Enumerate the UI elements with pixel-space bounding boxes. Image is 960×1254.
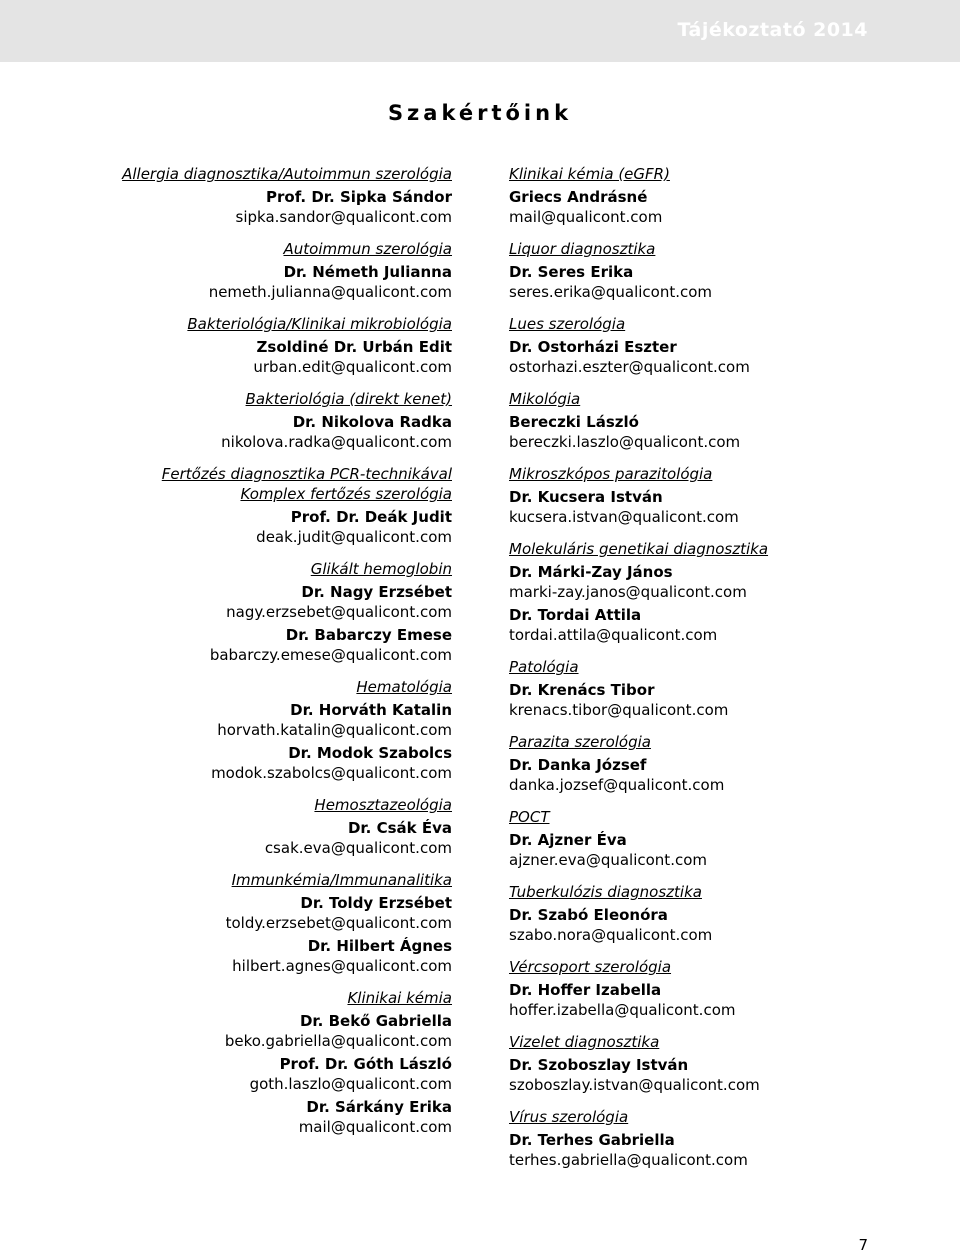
- expert-name: Dr. Toldy Erzsébet: [300, 894, 452, 912]
- expert-section: [509, 314, 929, 377]
- expert-name: Dr. Németh Julianna: [283, 263, 452, 281]
- expert-name: Dr. Márki-Zay János: [509, 563, 673, 581]
- expert-name: Dr. Nagy Erzsébet: [301, 583, 452, 601]
- expert-section: [22, 795, 452, 858]
- expert-section: [22, 239, 452, 302]
- specialty-heading: Mikroszkópos parazitológia: [509, 465, 713, 483]
- expert-entry: [22, 818, 452, 858]
- specialty-heading: Hematológia: [356, 678, 452, 696]
- specialty-heading: Vércsoport szerológia: [509, 958, 672, 976]
- expert-entry: [22, 936, 452, 976]
- expert-email[interactable]: nemeth.julianna@qualicont.com: [208, 283, 452, 301]
- expert-email[interactable]: ajzner.eva@qualicont.com: [509, 851, 707, 869]
- expert-email[interactable]: szoboszlay.istvan@qualicont.com: [509, 1076, 760, 1094]
- expert-section: [509, 239, 929, 302]
- expert-email[interactable]: nagy.erzsebet@qualicont.com: [226, 603, 452, 621]
- expert-email[interactable]: danka.jozsef@qualicont.com: [509, 776, 725, 794]
- expert-entry: [509, 680, 929, 720]
- expert-section: [509, 539, 929, 645]
- expert-name: Griecs Andrásné: [509, 188, 648, 206]
- expert-name: Dr. Szoboszlay István: [509, 1056, 689, 1074]
- expert-email[interactable]: nikolova.radka@qualicont.com: [221, 433, 452, 451]
- expert-section: [509, 1107, 929, 1170]
- expert-section: [509, 164, 929, 227]
- expert-name: Dr. Hilbert Ágnes: [307, 937, 452, 955]
- expert-entry: [509, 1055, 929, 1095]
- expert-section: [509, 957, 929, 1020]
- expert-entry: [509, 187, 929, 227]
- header-bar: [0, 0, 960, 62]
- expert-entry: [509, 980, 929, 1020]
- specialty-heading: Immunkémia/Immunanalitika: [231, 871, 452, 889]
- expert-email[interactable]: modok.szabolcs@qualicont.com: [211, 764, 452, 782]
- expert-entry: [22, 1097, 452, 1137]
- expert-name: Zsoldiné Dr. Urbán Edit: [256, 338, 452, 356]
- specialty-heading: POCT: [509, 808, 550, 826]
- expert-section: [509, 657, 929, 720]
- expert-email[interactable]: mail@qualicont.com: [509, 208, 663, 226]
- expert-email[interactable]: deak.judit@qualicont.com: [256, 528, 452, 546]
- specialty-heading: Bakteriológia (direkt kenet): [245, 390, 452, 408]
- expert-email[interactable]: sipka.sandor@qualicont.com: [235, 208, 452, 226]
- expert-section: [509, 807, 929, 870]
- expert-entry: [509, 412, 929, 452]
- expert-name: Bereczki László: [509, 413, 639, 431]
- expert-entry: [509, 1130, 929, 1170]
- expert-name: Dr. Ajzner Éva: [509, 831, 627, 849]
- expert-email[interactable]: terhes.gabriella@qualicont.com: [509, 1151, 748, 1169]
- header-title: Tájékoztató 2014: [677, 19, 868, 41]
- expert-section: [22, 677, 452, 783]
- expert-name: Dr. Danka József: [509, 756, 647, 774]
- expert-section: [509, 389, 929, 452]
- expert-section: [22, 164, 452, 227]
- specialty-heading: Fertőzés diagnosztika PCR-technikával: [161, 465, 452, 483]
- right-column: [509, 164, 929, 1182]
- specialty-heading: Patológia: [509, 658, 579, 676]
- expert-name: Prof. Dr. Góth László: [279, 1055, 452, 1073]
- expert-entry: [509, 905, 929, 945]
- expert-entry: [22, 412, 452, 452]
- specialty-heading: Bakteriológia/Klinikai mikrobiológia: [187, 315, 452, 333]
- expert-name: Prof. Dr. Deák Judit: [290, 508, 452, 526]
- expert-email[interactable]: krenacs.tibor@qualicont.com: [509, 701, 729, 719]
- specialty-heading: Lues szerológia: [509, 315, 626, 333]
- expert-email[interactable]: seres.erika@qualicont.com: [509, 283, 713, 301]
- expert-name: Dr. Hoffer Izabella: [509, 981, 662, 999]
- expert-email[interactable]: ostorhazi.eszter@qualicont.com: [509, 358, 750, 376]
- specialty-heading: Vírus szerológia: [509, 1108, 629, 1126]
- expert-email[interactable]: urban.edit@qualicont.com: [253, 358, 452, 376]
- expert-entry: [509, 337, 929, 377]
- expert-entry: [22, 187, 452, 227]
- specialty-heading: Klinikai kémia (eGFR): [509, 165, 670, 183]
- expert-entry: [22, 893, 452, 933]
- expert-entry: [509, 830, 929, 870]
- expert-name: Prof. Dr. Sipka Sándor: [266, 188, 452, 206]
- expert-section: [509, 882, 929, 945]
- page-title: Szakértőink: [387, 101, 573, 125]
- expert-email[interactable]: csak.eva@qualicont.com: [264, 839, 452, 857]
- expert-email[interactable]: hilbert.agnes@qualicont.com: [232, 957, 452, 975]
- expert-section: [22, 988, 452, 1137]
- specialty-heading: Allergia diagnosztika/Autoimmun szerológia: [122, 165, 452, 183]
- expert-entry: [22, 1054, 452, 1094]
- specialty-heading: Molekuláris genetikai diagnosztika: [509, 540, 769, 558]
- expert-email[interactable]: marki-zay.janos@qualicont.com: [509, 583, 747, 601]
- expert-name: Dr. Ostorházi Eszter: [509, 338, 677, 356]
- expert-section: [509, 1032, 929, 1095]
- specialty-heading: Autoimmun szerológia: [283, 240, 452, 258]
- expert-section: [22, 464, 452, 547]
- expert-name: Dr. Modok Szabolcs: [288, 744, 452, 762]
- expert-email[interactable]: babarczy.emese@qualicont.com: [209, 646, 452, 664]
- expert-email[interactable]: bereczki.laszlo@qualicont.com: [509, 433, 741, 451]
- expert-email[interactable]: beko.gabriella@qualicont.com: [224, 1032, 452, 1050]
- expert-entry: [22, 337, 452, 377]
- expert-email[interactable]: tordai.attila@qualicont.com: [509, 626, 718, 644]
- expert-entry: [509, 562, 929, 602]
- expert-section: [22, 314, 452, 377]
- expert-entry: [509, 605, 929, 645]
- expert-name: Dr. Bekő Gabriella: [299, 1012, 452, 1030]
- expert-entry: [509, 755, 929, 795]
- expert-entry: [509, 262, 929, 302]
- expert-name: Dr. Krenács Tibor: [509, 681, 655, 699]
- specialty-heading: Liquor diagnosztika: [509, 240, 656, 258]
- expert-section: [22, 870, 452, 976]
- expert-entry: [22, 1011, 452, 1051]
- specialty-heading: Glikált hemoglobin: [310, 560, 452, 578]
- specialty-heading: Klinikai kémia: [347, 989, 452, 1007]
- page-number: 7: [858, 1236, 868, 1254]
- expert-name: Dr. Sárkány Erika: [306, 1098, 452, 1116]
- expert-email[interactable]: goth.laszlo@qualicont.com: [249, 1075, 452, 1093]
- expert-entry: [22, 582, 452, 622]
- expert-name: Dr. Tordai Attila: [509, 606, 642, 624]
- specialty-heading: Tuberkulózis diagnosztika: [509, 883, 702, 901]
- expert-entry: [22, 625, 452, 665]
- specialty-heading: Mikológia: [509, 390, 581, 408]
- expert-name: Dr. Kucsera István: [509, 488, 663, 506]
- expert-email[interactable]: szabo.nora@qualicont.com: [509, 926, 713, 944]
- specialty-heading: Komplex fertőzés szerológia: [240, 485, 452, 503]
- expert-name: Dr. Horváth Katalin: [290, 701, 452, 719]
- expert-section: [22, 559, 452, 665]
- expert-email[interactable]: toldy.erzsebet@qualicont.com: [225, 914, 452, 932]
- expert-email[interactable]: hoffer.izabella@qualicont.com: [509, 1001, 736, 1019]
- expert-email[interactable]: horvath.katalin@qualicont.com: [217, 721, 452, 739]
- expert-name: Dr. Nikolova Radka: [292, 413, 452, 431]
- expert-entry: [22, 700, 452, 740]
- specialty-heading: Vizelet diagnosztika: [509, 1033, 660, 1051]
- expert-email[interactable]: mail@qualicont.com: [298, 1118, 452, 1136]
- expert-section: [22, 389, 452, 452]
- expert-entry: [509, 487, 929, 527]
- expert-name: Dr. Seres Erika: [509, 263, 634, 281]
- expert-name: Dr. Terhes Gabriella: [509, 1131, 675, 1149]
- expert-entry: [22, 507, 452, 547]
- left-column: [22, 164, 452, 1149]
- expert-name: Dr. Csák Éva: [347, 819, 452, 837]
- expert-name: Dr. Szabó Eleonóra: [509, 906, 668, 924]
- specialty-heading: Hemosztazeológia: [314, 796, 452, 814]
- expert-entry: [22, 262, 452, 302]
- expert-section: [509, 464, 929, 527]
- expert-entry: [22, 743, 452, 783]
- expert-name: Dr. Babarczy Emese: [285, 626, 452, 644]
- expert-email[interactable]: kucsera.istvan@qualicont.com: [509, 508, 739, 526]
- expert-section: [509, 732, 929, 795]
- specialty-heading: Parazita szerológia: [509, 733, 651, 751]
